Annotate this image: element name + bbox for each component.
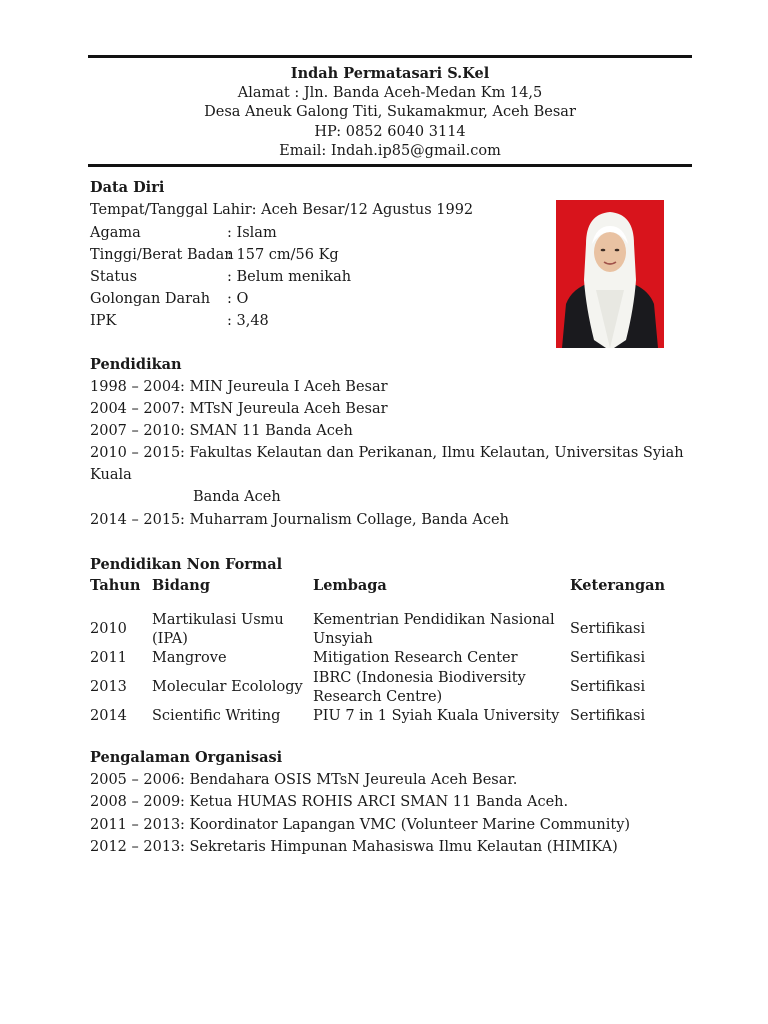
table-header-tahun: Tahun (90, 577, 141, 594)
section-title-non-formal: Pendidikan Non Formal (90, 556, 283, 573)
table-header-bidang: Bidang (152, 577, 210, 594)
education-years: 1998 – 2004 (90, 379, 181, 395)
detail-value-ipk: : 3,48 (227, 313, 269, 329)
organization-years: 2012 – 2013 (90, 839, 181, 855)
education-years: 2010 – 2015 (90, 445, 181, 461)
table-cell-bidang: Molecular Ecolology (152, 679, 303, 695)
education-school: : Fakultas Kelautan dan Perikanan, Ilmu Kelautan, Universitas Syiah (180, 445, 684, 461)
section-title-data-diri: Data Diri (90, 179, 165, 196)
detail-value-tinggi-berat: : 157 cm/56 Kg (227, 247, 339, 263)
detail-value-status: : Belum menikah (227, 269, 352, 285)
table-header-lembaga: Lembaga (313, 577, 387, 594)
table-cell-lembaga: PIU 7 in 1 Syiah Kuala University (313, 708, 560, 724)
detail-value-golongan-darah: : O (227, 291, 249, 307)
table-cell-bidang: Mangrove (152, 650, 227, 666)
table-cell-tahun: 2013 (90, 679, 127, 695)
table-cell-lembaga: Research Centre) (313, 689, 443, 705)
table-cell-tahun: 2010 (90, 621, 127, 637)
organization-years: 2011 – 2013 (90, 817, 181, 833)
table-cell-keterangan: Sertifikasi (570, 708, 646, 724)
organization-role: : Koordinator Lapangan VMC (Volunteer Marine Community) (180, 817, 631, 833)
email-address: Email: Indah.ip85@gmail.com (279, 143, 501, 159)
table-cell-lembaga: Mitigation Research Center (313, 650, 518, 666)
table-header-keterangan: Keterangan (570, 577, 666, 594)
education-years: 2014 – 2015 (90, 512, 181, 528)
table-cell-lembaga: Kementrian Pendidikan Nasional (313, 612, 555, 628)
table-cell-bidang: Scientific Writing (152, 708, 281, 724)
detail-label-tinggi-berat: Tinggi/Berat Badan (90, 247, 234, 263)
education-school: : Muharram Journalism Collage, Banda Aceh (180, 512, 509, 528)
table-cell-keterangan: Sertifikasi (570, 650, 646, 666)
detail-value-agama: : Islam (227, 225, 277, 241)
applicant-name: Indah Permatasari S.Kel (290, 65, 490, 82)
resume-header (88, 64, 692, 162)
profile-photo (556, 200, 664, 348)
table-cell-lembaga: IBRC (Indonesia Biodiversity (313, 670, 526, 686)
organization-role: : Bendahara OSIS MTsN Jeureula Aceh Besar. (180, 772, 518, 788)
section-title-organisasi: Pengalaman Organisasi (90, 749, 283, 766)
section-title-pendidikan: Pendidikan (90, 356, 182, 373)
organization-years: 2005 – 2006 (90, 772, 181, 788)
portrait-illustration (556, 200, 664, 348)
address-line-2: Desa Aneuk Galong Titi, Sukamakmur, Aceh Besar (204, 104, 576, 120)
education-years: 2007 – 2010 (90, 423, 181, 439)
address-line-1: Alamat : Jln. Banda Aceh-Medan Km 14,5 (237, 84, 543, 101)
education-school-wrap: Kuala (90, 467, 132, 483)
table-cell-bidang: (IPA) (152, 631, 188, 647)
table-cell-tahun: 2011 (90, 650, 127, 666)
detail-label-ipk: IPK (90, 313, 117, 329)
organization-years: 2008 – 2009 (90, 794, 181, 810)
organization-role: : Sekretaris Himpunan Mahasiswa Ilmu Kelautan (HIMIKA) (180, 839, 618, 855)
education-school: : MIN Jeureula I Aceh Besar (180, 379, 388, 395)
top-rule (88, 55, 692, 58)
table-cell-lembaga: Unsyiah (313, 631, 373, 647)
header-bottom-rule (88, 164, 692, 167)
table-cell-keterangan: Sertifikasi (570, 621, 646, 637)
detail-label-agama: Agama (90, 225, 141, 241)
organization-role: : Ketua HUMAS ROHIS ARCI SMAN 11 Banda Aceh. (180, 794, 569, 810)
birth-info: Tempat/Tanggal Lahir: Aceh Besar/12 Agustus 1992 (90, 202, 474, 218)
table-cell-keterangan: Sertifikasi (570, 679, 646, 695)
table-cell-bidang: Martikulasi Usmu (152, 612, 284, 628)
education-years: 2004 – 2007 (90, 401, 181, 417)
detail-label-status: Status (90, 269, 138, 285)
education-school: : MTsN Jeureula Aceh Besar (180, 401, 388, 417)
education-school-wrap: Banda Aceh (193, 489, 281, 505)
table-cell-tahun: 2014 (90, 708, 127, 724)
phone-number: HP: 0852 6040 3114 (314, 123, 466, 140)
education-school: : SMAN 11 Banda Aceh (180, 423, 353, 439)
detail-label-golongan-darah: Golongan Darah (90, 291, 211, 307)
